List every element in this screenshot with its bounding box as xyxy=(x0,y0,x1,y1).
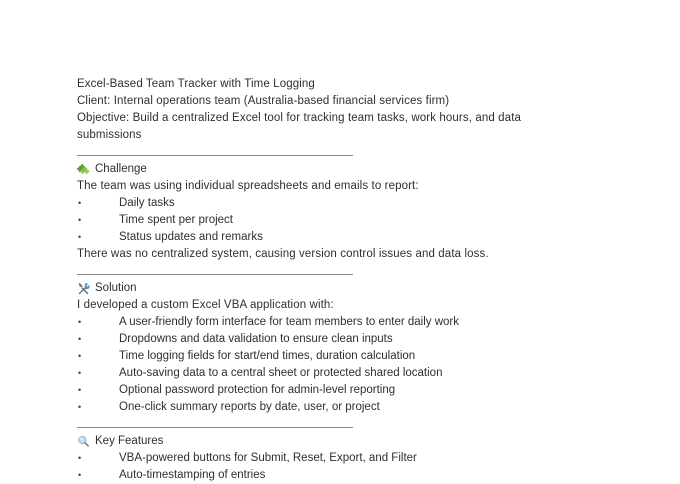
list-item-text: Status updates and remarks xyxy=(119,231,263,243)
list-item-text: VBA-powered buttons for Submit, Reset, Export, and Filter xyxy=(119,452,417,464)
bullet-glyph: • xyxy=(78,368,82,378)
bullet-glyph: • xyxy=(78,385,82,395)
bullet-glyph: • xyxy=(78,232,82,242)
section-heading-key-features xyxy=(77,433,557,450)
section-challenge xyxy=(77,155,557,263)
list-item xyxy=(77,382,557,399)
list-item xyxy=(77,348,557,365)
bullet-glyph: • xyxy=(78,317,82,327)
list-item xyxy=(77,212,557,229)
section-divider xyxy=(77,427,353,428)
magnifying-glass-icon xyxy=(77,435,90,448)
section-divider xyxy=(77,274,353,275)
objective-line: Objective: Build a centralized Excel tool for tracking team tasks, work hours, and data submissions xyxy=(77,112,522,141)
bullet-glyph: • xyxy=(78,334,82,344)
puzzle-piece-icon xyxy=(77,163,90,176)
section-outro: There was no centralized system, causing version control issues and data loss. xyxy=(77,248,489,260)
list-item-text: Auto-saving data to a central sheet or protected shared location xyxy=(119,367,443,379)
list-item-text: Dropdowns and data validation to ensure clean inputs xyxy=(119,333,393,345)
list-item-text: Optional password protection for admin-level reporting xyxy=(119,384,396,396)
section-intro: The team was using individual spreadsheets and emails to report: xyxy=(77,180,419,192)
list-item xyxy=(77,467,557,484)
list-item xyxy=(77,195,557,212)
document-title: Excel-Based Team Tracker with Time Logging xyxy=(77,78,315,90)
list-item xyxy=(77,314,557,331)
bullet-glyph: • xyxy=(78,215,82,225)
section-heading-solution xyxy=(77,280,557,297)
section-heading-label: Challenge xyxy=(95,163,147,175)
list-item-text: Time logging fields for start/end times, duration calculation xyxy=(119,350,416,362)
bullet-glyph: • xyxy=(78,351,82,361)
list-item-text: Daily tasks xyxy=(119,197,175,209)
list-item-text: A user-friendly form interface for team members to enter daily work xyxy=(119,316,460,328)
list-item-text: Auto-timestamping of entries xyxy=(119,469,266,481)
hammer-and-wrench-icon xyxy=(77,282,90,295)
client-line: Client: Internal operations team (Australia-based financial services firm) xyxy=(77,95,450,107)
list-item-text: Time spent per project xyxy=(119,214,233,226)
list-item-text: One-click summary reports by date, user, or project xyxy=(119,401,380,413)
list-item xyxy=(77,229,557,246)
section-solution xyxy=(77,274,557,416)
document-body xyxy=(77,76,557,484)
section-heading-challenge xyxy=(77,161,557,178)
list-item xyxy=(77,365,557,382)
list-item xyxy=(77,331,557,348)
section-heading-label: Key Features xyxy=(95,435,164,447)
bullet-glyph: • xyxy=(78,453,82,463)
header-meta-block xyxy=(77,76,557,144)
section-intro: I developed a custom Excel VBA application with: xyxy=(77,299,334,311)
section-heading-label: Solution xyxy=(95,282,137,294)
list-item xyxy=(77,399,557,416)
bullet-glyph: • xyxy=(78,198,82,208)
bullet-glyph: • xyxy=(78,402,82,412)
section-key-features xyxy=(77,427,557,484)
section-divider xyxy=(77,155,353,156)
bullet-glyph: • xyxy=(78,470,82,480)
